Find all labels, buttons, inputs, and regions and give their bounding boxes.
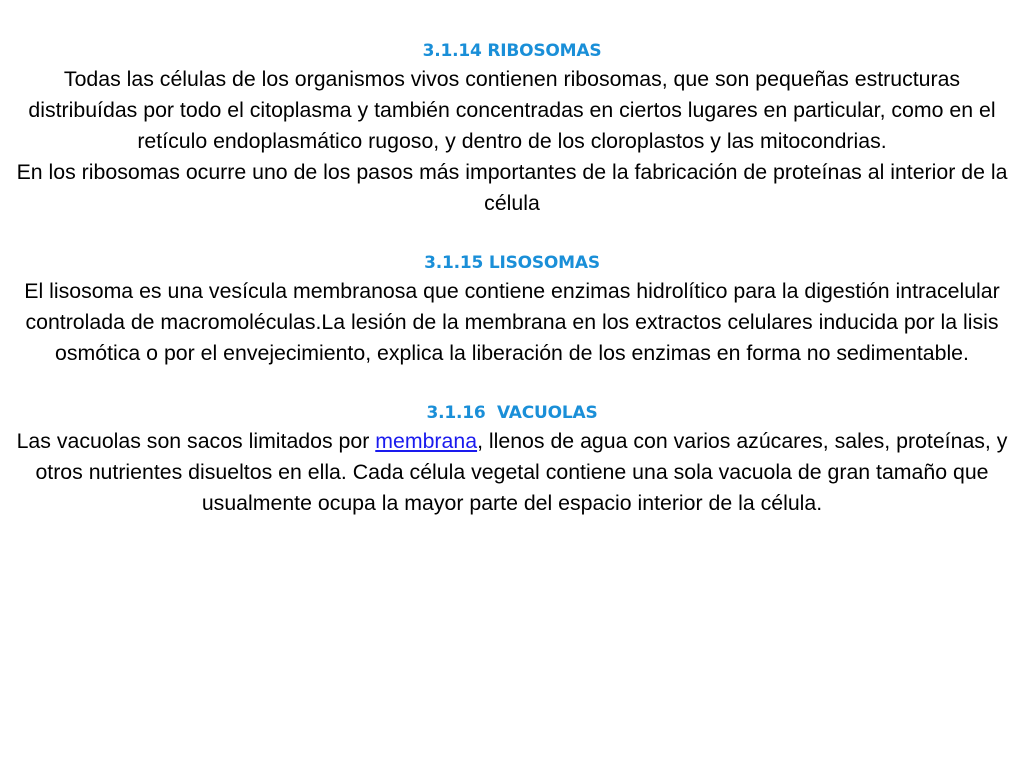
section-vacuolas [14,400,1010,519]
section-ribosomas [14,38,1010,219]
spacer [14,369,1010,400]
section-lisosomas [14,250,1010,369]
paragraph-vacuolas-end: , llenos de agua con varios azúcares, sales, proteínas, y otros nutrientes disueltos en ella. Cada célula vegetal contiene una sola vacuola de gran tamaño que usualmente ocupa la mayor parte del espacio interior de la célula. [35,429,1008,515]
paragraph-ribosomas-1: Todas las células de los organismos vivos contienen ribosomas, que son pequeñas estructuras distribuídas por todo el citoplasma y también concentradas en ciertos lugares en particular, como en el retículo endoplasmático rugoso, y dentro de los cloroplastos y las mitocondrias. [28,67,996,153]
section-heading-lisosomas: 3.1.15 LISOSOMAS [424,253,600,273]
paragraph-vacuolas-start: Las vacuolas son sacos limitados por [16,429,376,453]
membrana-link[interactable]: membrana [375,429,478,453]
spacer [14,219,1010,250]
paragraph-vacuolas [14,426,1010,519]
section-heading-vacuolas: 3.1.16 VACUOLAS [426,403,598,423]
paragraph-lisosomas: El lisosoma es una vesícula membranosa que contiene enzimas hidrolítico para la digestión intracelular controlada de macromoléculas.La lesión de la membrana en los extractos celulares inducida por la lisis osmótica o por el envejecimiento, explica la liberación de los enzimas en forma no sedimentable. [24,279,1000,365]
section-heading-ribosomas: 3.1.14 RIBOSOMAS [422,41,602,61]
paragraph-ribosomas-2: En los ribosomas ocurre uno de los pasos más importantes de la fabricación de proteínas al interior de la célula [16,160,1008,215]
